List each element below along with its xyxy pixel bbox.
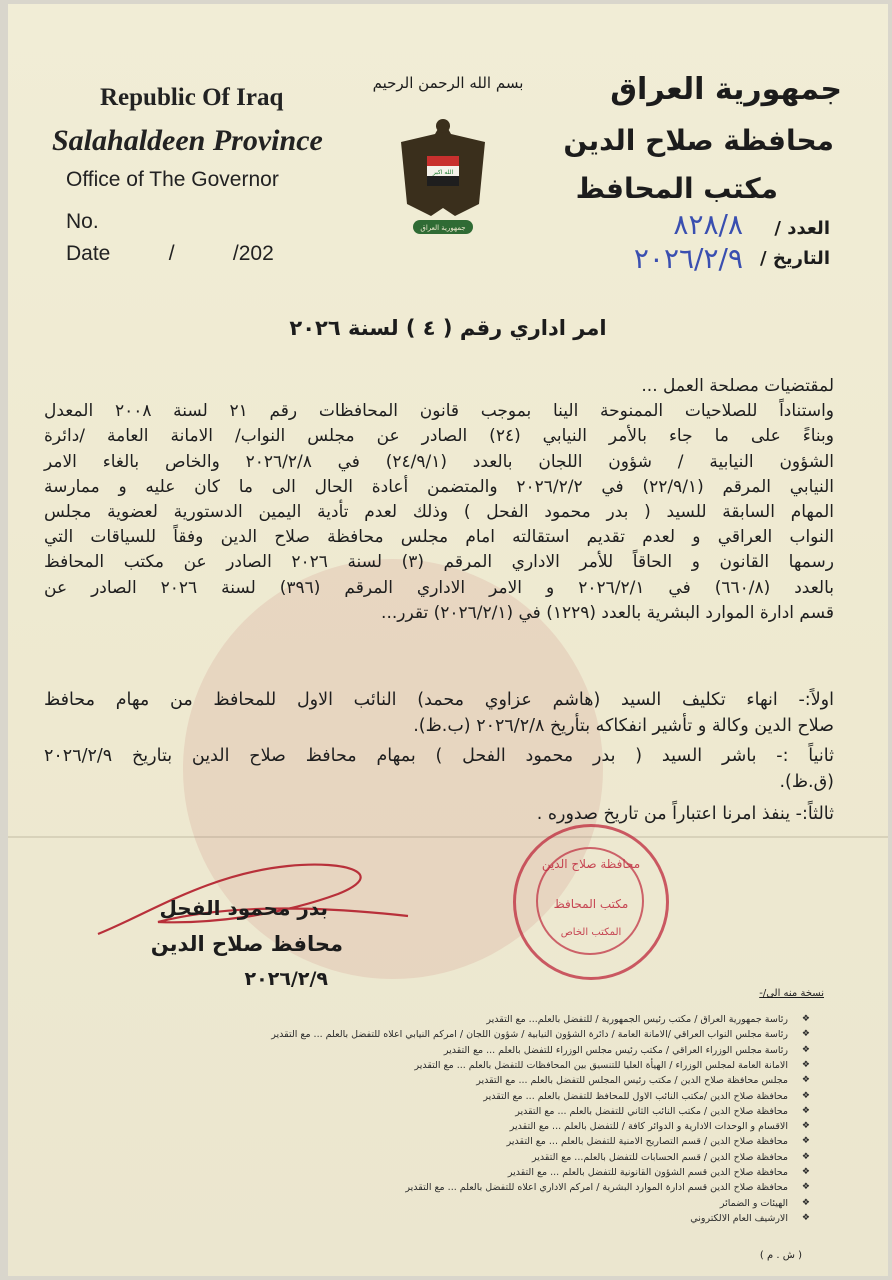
header-ar-country: جمهورية العراق — [610, 72, 842, 107]
official-stamp — [513, 824, 669, 980]
footer-code: ( ش . م ) — [759, 1250, 802, 1261]
cc-recipient: رئاسة جمهورية العراق / مكتب رئيس الجمهورية / للتفضل بالعلم... مع التقدير ❖ — [486, 1014, 788, 1025]
handwritten-date: ٢٠٢٦/٢/٩ — [633, 242, 743, 275]
cc-header: نسخة منه الى/- — [759, 988, 824, 999]
cc-recipient: محافظة صلاح الدين / قسم الحسابات للتفضل بالعلم... مع التقدير ❖ — [532, 1152, 788, 1163]
body-line: المهام السابقة للسيد ( بدر محمود الفحل ) وذلك لعدم تأدية اليمين الدستورية لعضوية مجلس — [44, 502, 834, 522]
header-en-date-label: Date / /202 — [66, 242, 274, 265]
cc-recipient: رئاسة مجلس النواب العراقي /الامانة العامة / دائرة الشؤون النيابية / شؤون اللجان / امركم النيابي اعلاه للتفضل بالعلم ... مع التقدير ❖ — [271, 1029, 788, 1040]
header-en-province: Salahaldeen Province — [52, 124, 323, 157]
decision-item: اولاً:- انهاء تكليف السيد (هاشم عزاوي محمد) النائب الاول للمحافظ من مهام محافظ — [44, 690, 834, 710]
header-ar-office: مكتب المحافظ — [575, 172, 778, 205]
cc-recipient: الهيئات و الضمائر ❖ — [720, 1198, 788, 1209]
stamp-line-2: مكتب المحافظ — [553, 897, 629, 911]
iraq-eagle-emblem-icon — [393, 112, 493, 242]
decision-item: صلاح الدين وكالة و تأشير انفكاكه بتأريخ ٢٠٢٦/٢/٨ (ب.ظ). — [413, 716, 834, 736]
cc-recipient: الاقسام و الوحدات الادارية و الدوائر كافة / للتفضل بالعلم ... مع التقدير ❖ — [510, 1121, 788, 1132]
signatory-name: بدر محمود الفحل — [159, 896, 328, 920]
body-line: بالعدد (٦٦٠/٨) في ٢٠٢٦/٢/١ و الامر الاداري المرقم (٣٩٦) لسنة ٢٠٢٦ الصادر عن — [44, 577, 835, 598]
basmala: بسم الله الرحمن الرحيم — [372, 74, 524, 92]
cc-recipient: رئاسة مجلس الوزراء العراقي / مكتب رئيس مجلس الوزراء للتفضل بالعلم ... مع التقدير ❖ — [444, 1045, 788, 1056]
decision-item: (ق.ظ). — [779, 772, 834, 792]
body-line: النيابي المرقم (٢٢/٩/١) في ٢٠٢٦/٢/٢ والمتضمن أعادة الحال الى ما كان عليه و ممارسة — [44, 476, 835, 497]
body-line: واستناداً للصلاحيات الممنوحة الينا بموجب قانون المحافظات رقم ٢١ لسنة ٢٠٠٨ المعدل — [44, 401, 834, 422]
paper-fold — [8, 836, 888, 838]
cc-recipient: محافظة صلاح الدين / قسم التصاريح الامنية للتفضل بالعلم ... مع التقدير ❖ — [507, 1136, 788, 1147]
cc-recipient: محافظة صلاح الدين /مكتب النائب الاول للمحافظ للتفضل بالعلم ... مع التقدير ❖ — [483, 1091, 788, 1102]
cc-recipient: محافظة صلاح الدين قسم ادارة الموارد البشرية / امركم الاداري اعلاه للتفضل بالعلم ... مع التقدير ❖ — [405, 1182, 788, 1193]
body-line: قسم ادارة الموارد البشرية بالعدد (١٢٢٩) في (٢٠٢٦/٢/١) تقرر... — [381, 602, 834, 623]
body-line: الشؤون النيابية / شؤون اللجان بالعدد (٢٤/٩/١) في ٢٠٢٦/٢/٨ والخاص بالغاء الامر — [44, 451, 834, 472]
cc-recipient: الامانة العامة لمجلس الوزراء / الهيأة العليا للتنسيق بين المحافظات للتفضل بالعلم ... مع التقدير ❖ — [414, 1060, 788, 1071]
cc-recipient: الارشيف العام الالكتروني ❖ — [690, 1213, 788, 1224]
body-line: وبناءً على ما جاء بالأمر النيابي (٢٤) الصادر عن مجلس النواب/ الامانة العامة /دائرة — [44, 426, 834, 447]
header-ar-province: محافظة صلاح الدين — [563, 124, 834, 157]
header-ar-date-label: التاريخ / — [760, 248, 830, 269]
signature-date: ٢٠٢٦/٢/٩ — [244, 968, 328, 990]
emblem-caption: جمهورية العراق — [420, 224, 466, 232]
cc-recipient: محافظة صلاح الدين قسم الشؤون القانونية للتفضل بالعلم ... مع التقدير ❖ — [508, 1167, 788, 1178]
header-en-number-label: No. — [66, 210, 99, 233]
document-title: امر اداري رقم ( ٤ ) لسنة ٢٠٢٦ — [289, 316, 607, 340]
body-line: النواب العراقي و لعدم تقديم استقالته امام مجلس محافظة صلاح الدين وفقاً للسياقات التي — [44, 527, 834, 548]
handwritten-number: ٨٢٨/٨ — [673, 208, 743, 241]
body-line: رسمها القانون و الحاقاً للأمر الاداري المرقم (٣) لسنة ٢٠٢٦ الصادر عن مكتب المحافظ — [44, 552, 834, 573]
decision-item: ثانياً :- باشر السيد ( بدر محمود الفحل ) بمهام محافظ صلاح الدين بتاريخ ٢٠٢٦/٢/٩ — [44, 746, 834, 766]
emblem-motto: الله اكبر — [432, 169, 454, 176]
decision-item: ثالثاً:- ينفذ امرنا اعتباراً من تاريخ صدوره . — [536, 804, 834, 824]
header-en-office: Office of The Governor — [66, 168, 279, 191]
cc-recipient: مجلس محافظة صلاح الدين / مكتب رئيس المجلس للتفضل بالعلم ... مع التقدير ❖ — [476, 1075, 788, 1086]
stamp-line-1: محافظة صلاح الدين — [541, 857, 641, 871]
body-line: لمقتضيات مصلحة العمل ... — [641, 376, 834, 396]
signatory-position: محافظ صلاح الدين — [150, 932, 343, 956]
cc-recipient: محافظة صلاح الدين / مكتب النائب الثاني للتفضل بالعلم ... مع التقدير ❖ — [515, 1106, 788, 1117]
stamp-line-3: المكتب الخاص — [560, 927, 622, 938]
header-en-country: Republic Of Iraq — [100, 84, 284, 111]
header-ar-number-label: العدد / — [774, 218, 830, 239]
document-page — [8, 4, 888, 1276]
